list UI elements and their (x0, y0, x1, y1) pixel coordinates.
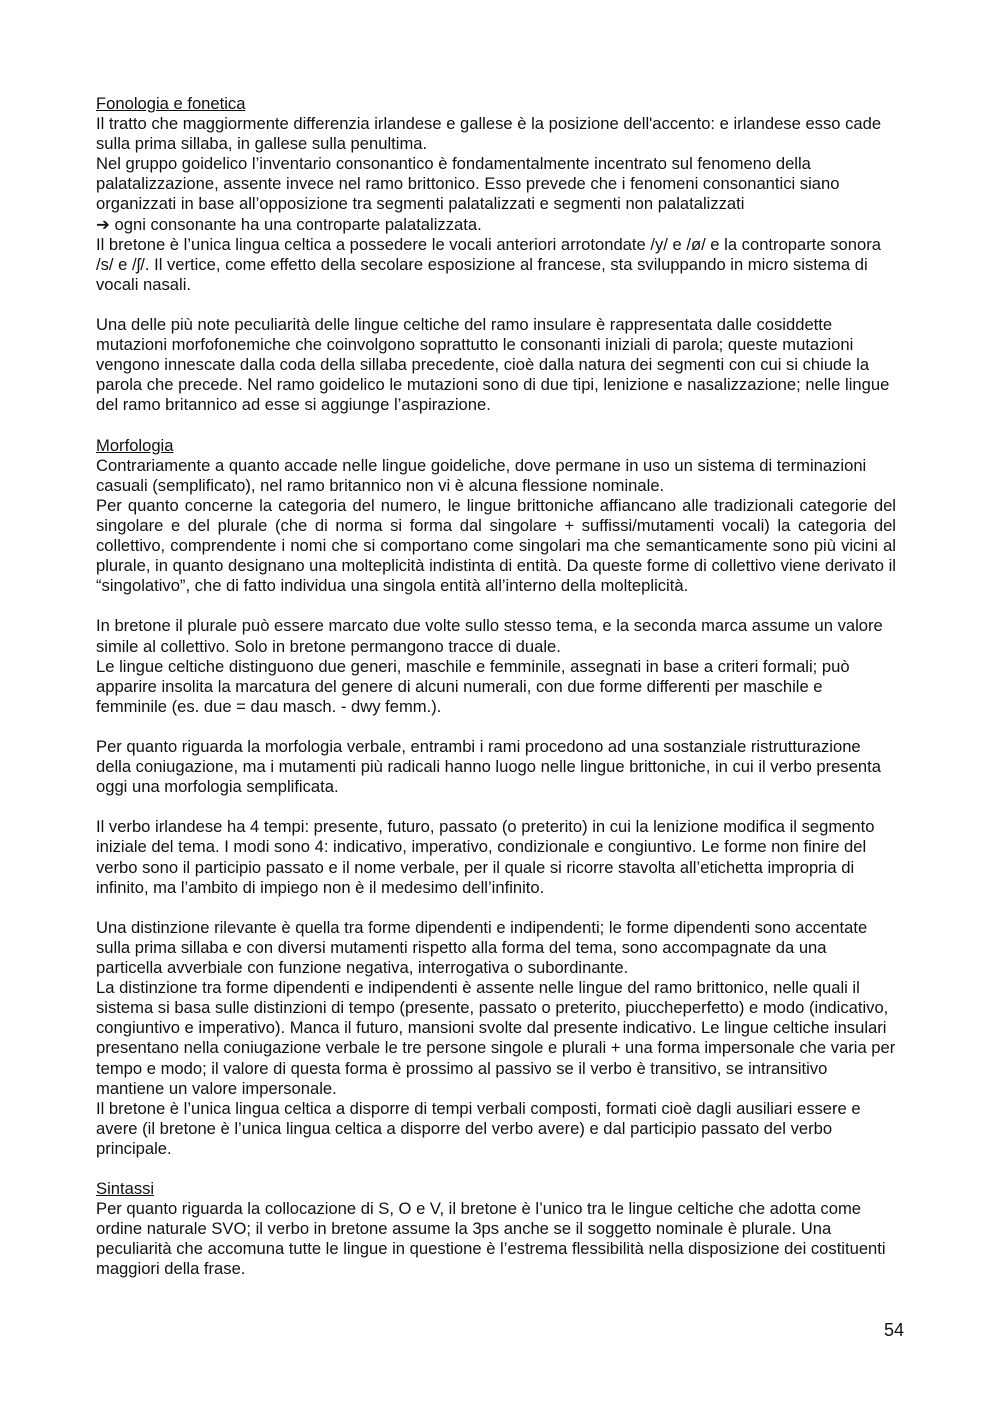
paragraph: Le lingue celtiche distinguono due generi, maschile e femminile, assegnati in base a criteri formali; può apparire insolita la marcatura del genere di alcuni numerali, con due forme differenti per maschile e femminile (es. due = dau masch. - dwy femm.). (96, 656, 850, 716)
paragraph-gap (96, 898, 896, 918)
paragraph: Per quanto riguarda la collocazione di S, O e V, il bretone è l’unico tra le lingue celtiche che adotta come ordine naturale SVO; il verbo in bretone assume la 3ps anche se il soggetto nominale è plurale. Una peculiarità che accomuna tutte le lingue in questione è l’estrema flessibilità nella disposizione dei costituenti maggiori della frase. (96, 1199, 886, 1279)
paragraph: Il bretone è l’unica lingua celtica a possedere le vocali anteriori arrotondate /y/ e /ø/ e la controparte sonora /s/ e /ʃ/. Il vertice, come effetto della secolare esposizione al francese, sta sviluppando in micro sistema di vocali nasali. (96, 234, 881, 294)
paragraph-gap (96, 1159, 896, 1179)
paragraph-gap (96, 797, 896, 817)
paragraph: Il verbo irlandese ha 4 tempi: presente, futuro, passato (o preterito) in cui la lenizione modifica il segmento iniziale del tema. I modi sono 4: indicativo, imperativo, condizionale e congiuntivo. Le forme non finire del verbo sono il participio passato e il nome verbale, per il quale si ricorre stavolta all’etichetta impropria di infinito, ma l’ambito di impiego non è il medesimo dell’infinito. (96, 817, 875, 897)
section-heading-syntax: Sintassi (96, 1179, 155, 1199)
paragraph-gap (96, 596, 896, 616)
section-heading-morphology: Morfologia (96, 435, 174, 455)
paragraph: Per quanto concerne la categoria del numero, le lingue brittoniche affiancano alle tradizionali categorie del singolare e del plurale (che di norma si forma dal singolare + suffissi/mutamenti vocali) la categoria del collettivo, comprendente i nomi che si comportano come singolari ma che semanticamente sono più vicini al plurale, in quanto designano una molteplicità indistinta di entità. Da queste forme di collettivo viene derivato il “singolativo”, che di fatto individua una singola entità all’interno della molteplicità. (96, 495, 896, 596)
paragraph-arrow-note: ➔ ogni consonante ha una controparte palatalizzata. (96, 214, 482, 234)
paragraph: Il tratto che maggiormente differenzia irlandese e gallese è la posizione dell'accento: e irlandese esso cade sulla prima sillaba, in gallese sulla penultima. (96, 114, 882, 154)
page-number: 54 (883, 1320, 904, 1340)
paragraph-gap (96, 416, 896, 436)
paragraph: Per quanto riguarda la morfologia verbale, entrambi i rami procedono ad una sostanziale ristrutturazione della coniugazione, ma i mutamenti più radicali hanno luogo nelle lingue brittoniche, in cui il verbo presenta oggi una morfologia semplificata. (96, 737, 881, 797)
paragraph-gap (96, 717, 896, 737)
paragraph: La distinzione tra forme dipendenti e indipendenti è assente nelle lingue del ramo brittonico, nelle quali il sistema si basa sulle distinzioni di tempo (presente, passato o preterito, piuccheperfetto) e modo (indicativo, congiuntivo e imperativo). Manca il futuro, mansioni svolte dal presente indicativo. Le lingue celtiche insulari presentano nella coniugazione verbale le tre persone singole e plurali + una forma impersonale che varia per tempo e modo; il valore di questa forma è prossimo al passivo se il verbo è transitivo, se intransitivo mantiene un valore impersonale. (96, 978, 896, 1098)
paragraph-gap (96, 295, 896, 315)
paragraph: Una distinzione rilevante è quella tra forme dipendenti e indipendenti; le forme dipendenti sono accentate sulla prima sillaba e con diversi mutamenti rispetto alla forma del tema, sono accompagnate da una particella avverbiale con funzione negativa, interrogativa o subordinante. (96, 917, 868, 978)
page-body (96, 94, 896, 1280)
paragraph: Contrariamente a quanto accade nelle lingue goideliche, dove permane in uso un sistema di terminazioni casuali (semplificato), nel ramo britannico non vi è alcuna flessione nominale. (96, 455, 867, 495)
paragraph: Il bretone è l’unica lingua celtica a disporre di tempi verbali composti, formati cioè dagli ausiliari essere e avere (il bretone è l’unica lingua celtica a disporre del verbo avere) e dal participio passato del verbo principale. (96, 1098, 861, 1158)
paragraph: Nel gruppo goidelico l’inventario consonantico è fondamentalmente incentrato sul fenomeno della palatalizzazione, assente invece nel ramo brittonico. Esso prevede che i fenomeni consonantici siano organizzati in base all’opposizione tra segmenti palatalizzati e segmenti non palatalizzati (96, 154, 840, 214)
paragraph: In bretone il plurale può essere marcato due volte sullo stesso tema, e la seconda marca assume un valore simile al collettivo. Solo in bretone permangono tracce di duale. (96, 616, 883, 656)
paragraph: Una delle più note peculiarità delle lingue celtiche del ramo insulare è rappresentata dalle cosiddette mutazioni morfofonemiche che coinvolgono soprattutto le consonanti iniziali di parola; queste mutazioni vengono innescate dalla coda della sillaba precedente, cioè dalla natura dei segmenti con cui si chiude la parola che precede. Nel ramo goidelico le mutazioni sono di due tipi, lenizione e nasalizzazione; nelle lingue del ramo britannico ad esse si aggiunge l’aspirazione. (96, 315, 890, 415)
section-heading-phonology: Fonologia e fonetica (96, 94, 246, 113)
